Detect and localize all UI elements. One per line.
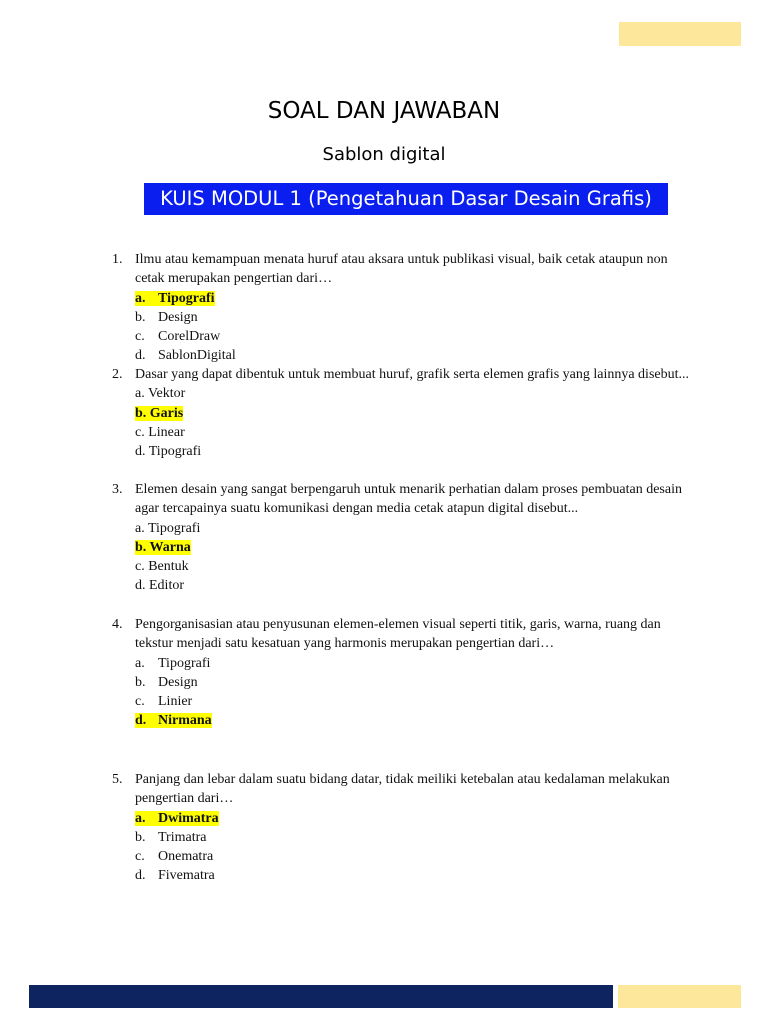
question-text: Ilmu atau kemampuan menata huruf atau aksara untuk publikasi visual, baik cetak ataupun non cetak merupakan pengertian dari… xyxy=(135,252,668,287)
option-c: c. Linier xyxy=(135,694,193,710)
option-d: d. Nirmana xyxy=(135,713,212,729)
question-number: 4. xyxy=(112,617,123,632)
page-title: SOAL DAN JAWABAN xyxy=(267,98,501,124)
question-text: Panjang dan lebar dalam suatu bidang datar, tidak meiliki ketebalan atau kedalaman melakukan pengertian dari… xyxy=(135,772,670,807)
question-2 xyxy=(112,365,692,461)
question-4 xyxy=(112,615,692,731)
header-accent-bar xyxy=(619,22,741,46)
option-d: d. Fivematra xyxy=(135,868,215,884)
option-b: b. Trimatra xyxy=(135,829,207,845)
question-text: Pengorganisasian atau penyusunan elemen-elemen visual seperti titik, garis, warna, ruang dan tekstur menjadi satu kesatuan yang harmonis merupakan pengertian dari… xyxy=(135,617,661,652)
question-number: 2. xyxy=(112,367,123,382)
question-text: Dasar yang dapat dibentuk untuk membuat huruf, grafik serta elemen grafis yang lainnya disebut... xyxy=(135,367,689,382)
page-subtitle: Sablon digital xyxy=(322,144,446,165)
option-c: c. Bentuk xyxy=(135,559,189,575)
question-text: Elemen desain yang sangat berpengaruh untuk menarik perhatian dalam proses pembuatan desain agar tercapainya suatu komunikasi dengan media cetak atapun digital disebut... xyxy=(135,482,682,517)
question-number: 3. xyxy=(112,482,123,497)
question-number: 5. xyxy=(112,772,123,787)
question-number: 1. xyxy=(112,252,123,267)
option-d: d. SablonDigital xyxy=(135,348,236,364)
option-b: b. Design xyxy=(135,309,198,325)
option-d: d. Tipografi xyxy=(135,444,202,460)
option-b: b. Warna xyxy=(135,539,191,555)
footer-gold-bar xyxy=(618,985,741,1008)
option-c: c. Linear xyxy=(135,424,185,440)
option-a: a. Vektor xyxy=(135,386,186,402)
question-1 xyxy=(112,250,692,366)
option-b: b. Garis xyxy=(135,405,184,421)
quiz-banner: KUIS MODUL 1 (Pengetahuan Dasar Desain Grafis) xyxy=(144,183,668,215)
question-5 xyxy=(112,770,692,886)
option-a: a. Tipografi xyxy=(135,290,215,306)
option-a: a. Tipografi xyxy=(135,520,201,536)
option-d: d. Editor xyxy=(135,578,184,594)
option-c: c. Onematra xyxy=(135,849,214,865)
question-3 xyxy=(112,480,692,596)
option-a: a. Tipografi xyxy=(135,655,211,671)
option-a: a. Dwimatra xyxy=(135,810,219,826)
option-c: c. CorelDraw xyxy=(135,329,221,345)
option-b: b. Design xyxy=(135,674,198,690)
footer-navy-bar xyxy=(29,985,613,1008)
